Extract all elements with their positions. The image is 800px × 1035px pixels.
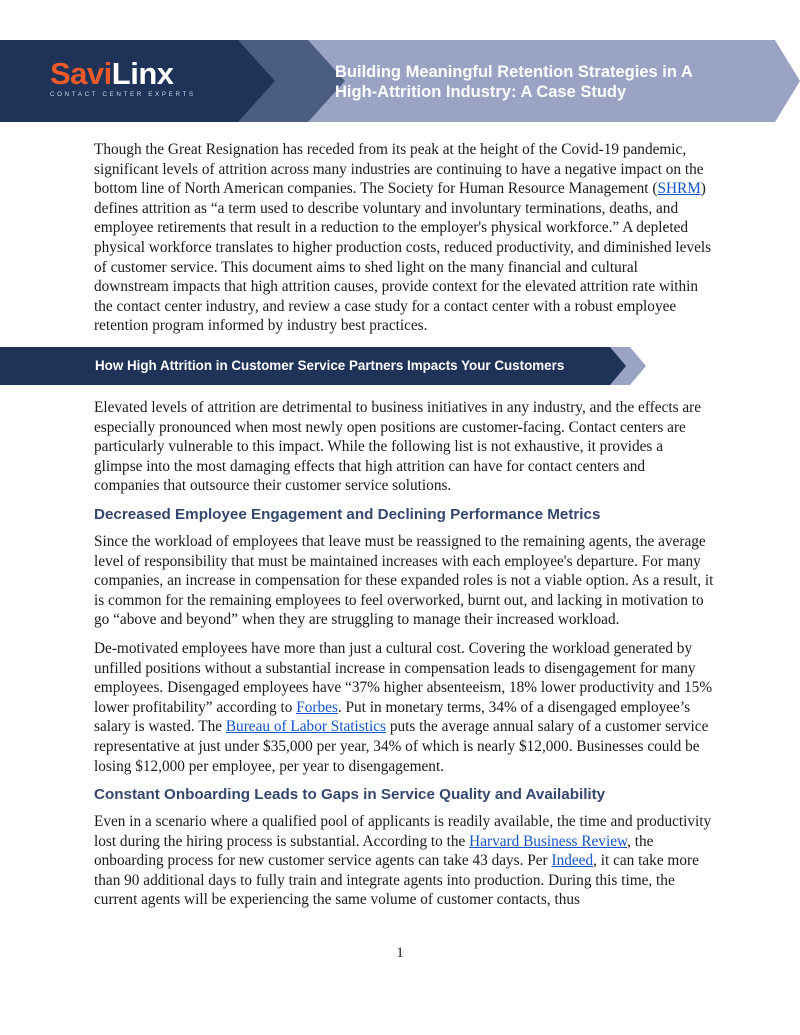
onboarding-text-b: , the onboarding process for new customer service agents can take 43 days. Per — [94, 832, 654, 870]
forbes-link[interactable]: Forbes — [296, 698, 338, 716]
subheading-engagement: Decreased Employee Engagement and Declining Performance Metrics — [94, 505, 601, 523]
section-intro-paragraph: Elevated levels of attrition are detrimental to business initiatives in any industry, and the effects are especially pronounced when most newly open positions are customer-facing. Contact centers are particularly vulnerable to this impact. While the following list is not exhaustive, it provides a glimpse into the most damaging effects that high attrition can have for contact centers and companies that outsource their customer service solutions. — [94, 399, 702, 495]
page-number: 1 — [396, 945, 404, 961]
engagement-text-b: . Put in monetary terms, 34% of a disengaged employee’s salary is wasted. The — [94, 698, 691, 736]
savilinx-logo — [50, 58, 196, 98]
shrm-link[interactable]: SHRM — [657, 180, 701, 198]
engagement-text-a: De-motivated employees have more than just a cultural cost. Covering the workload generated by unfilled positions without a substantial increase in compensation leads to disengagement for many employees. Disengaged employees have “37% higher absenteeism, 18% lower productivity and 15% lower profitability” according to — [94, 639, 713, 716]
section-banner — [0, 347, 650, 385]
section-title: How High Attrition in Customer Service Partners Impacts Your Customers — [95, 358, 565, 373]
logo-tagline: CONTACT CENTER EXPERTS — [50, 91, 196, 98]
engagement-text-c: puts the average annual salary of a customer service representative at just under $35,000 per year, 34% of which is nearly $12,000. Businesses could be losing $12,000 per employee, per year to disengagement. — [94, 718, 709, 775]
document-title-line1: Building Meaningful Retention Strategies in A — [335, 63, 693, 81]
hbr-link[interactable]: Harvard Business Review — [469, 832, 628, 850]
section-body — [94, 398, 714, 919]
logo-linx: Linx — [111, 56, 174, 91]
engagement-paragraph-2 — [94, 639, 714, 776]
intro-text-1: Though the Great Resignation has receded from its peak at the height of the Covid-19 pandemic, significant levels of attrition across many industries are continuing to have a negative impact on the bottom line of North American companies. The Society for Human Resource Management ( — [94, 141, 704, 198]
intro-paragraph — [94, 140, 714, 336]
logo-savi: Savi — [50, 56, 112, 91]
onboarding-paragraph — [94, 812, 714, 910]
subheading-onboarding: Constant Onboarding Leads to Gaps in Service Quality and Availability — [94, 786, 606, 804]
onboarding-text-c: , it can take more than 90 additional days to fully train and integrate agents into production. During this time, the current agents will be experiencing the same volume of customer contacts, thus — [94, 852, 699, 909]
onboarding-text-a: Even in a scenario where a qualified pool of applicants is readily available, the time and productivity lost during the hiring process is substantial. According to the — [94, 813, 712, 850]
intro-section — [94, 140, 714, 336]
engagement-paragraph-1: Since the workload of employees that leave must be reassigned to the remaining agents, the average level of responsibility that must be maintained increases with each employee's departure. For many companies, an increase in compensation for these expanded roles is not a viable option. As a result, it is common for the remaining employees to feel overworked, burnt out, and lacking in motivation to go “above and beyond” when they are struggling to manage their increased workload. — [94, 532, 714, 629]
bls-link[interactable]: Bureau of Labor Statistics — [225, 718, 386, 736]
intro-text-2: ) defines attrition as “a term used to describe voluntary and involuntary terminations, deaths, and employee retirements that result in a reduction to the employer's physical workforce.” A depleted physical workforce translates to higher production costs, reduced productivity, and diminished levels of customer service. This document aims to shed light on the many financial and cultural downstream impacts that high attrition causes, provide context for the elevated attrition rate within the contact center industry, and review a case study for a contact center with a robust employee retention program informed by industry best practices. — [94, 180, 712, 335]
document-title-line2: High-Attrition Industry: A Case Study — [335, 83, 627, 101]
indeed-link[interactable]: Indeed — [551, 852, 594, 870]
document-title — [335, 62, 755, 102]
